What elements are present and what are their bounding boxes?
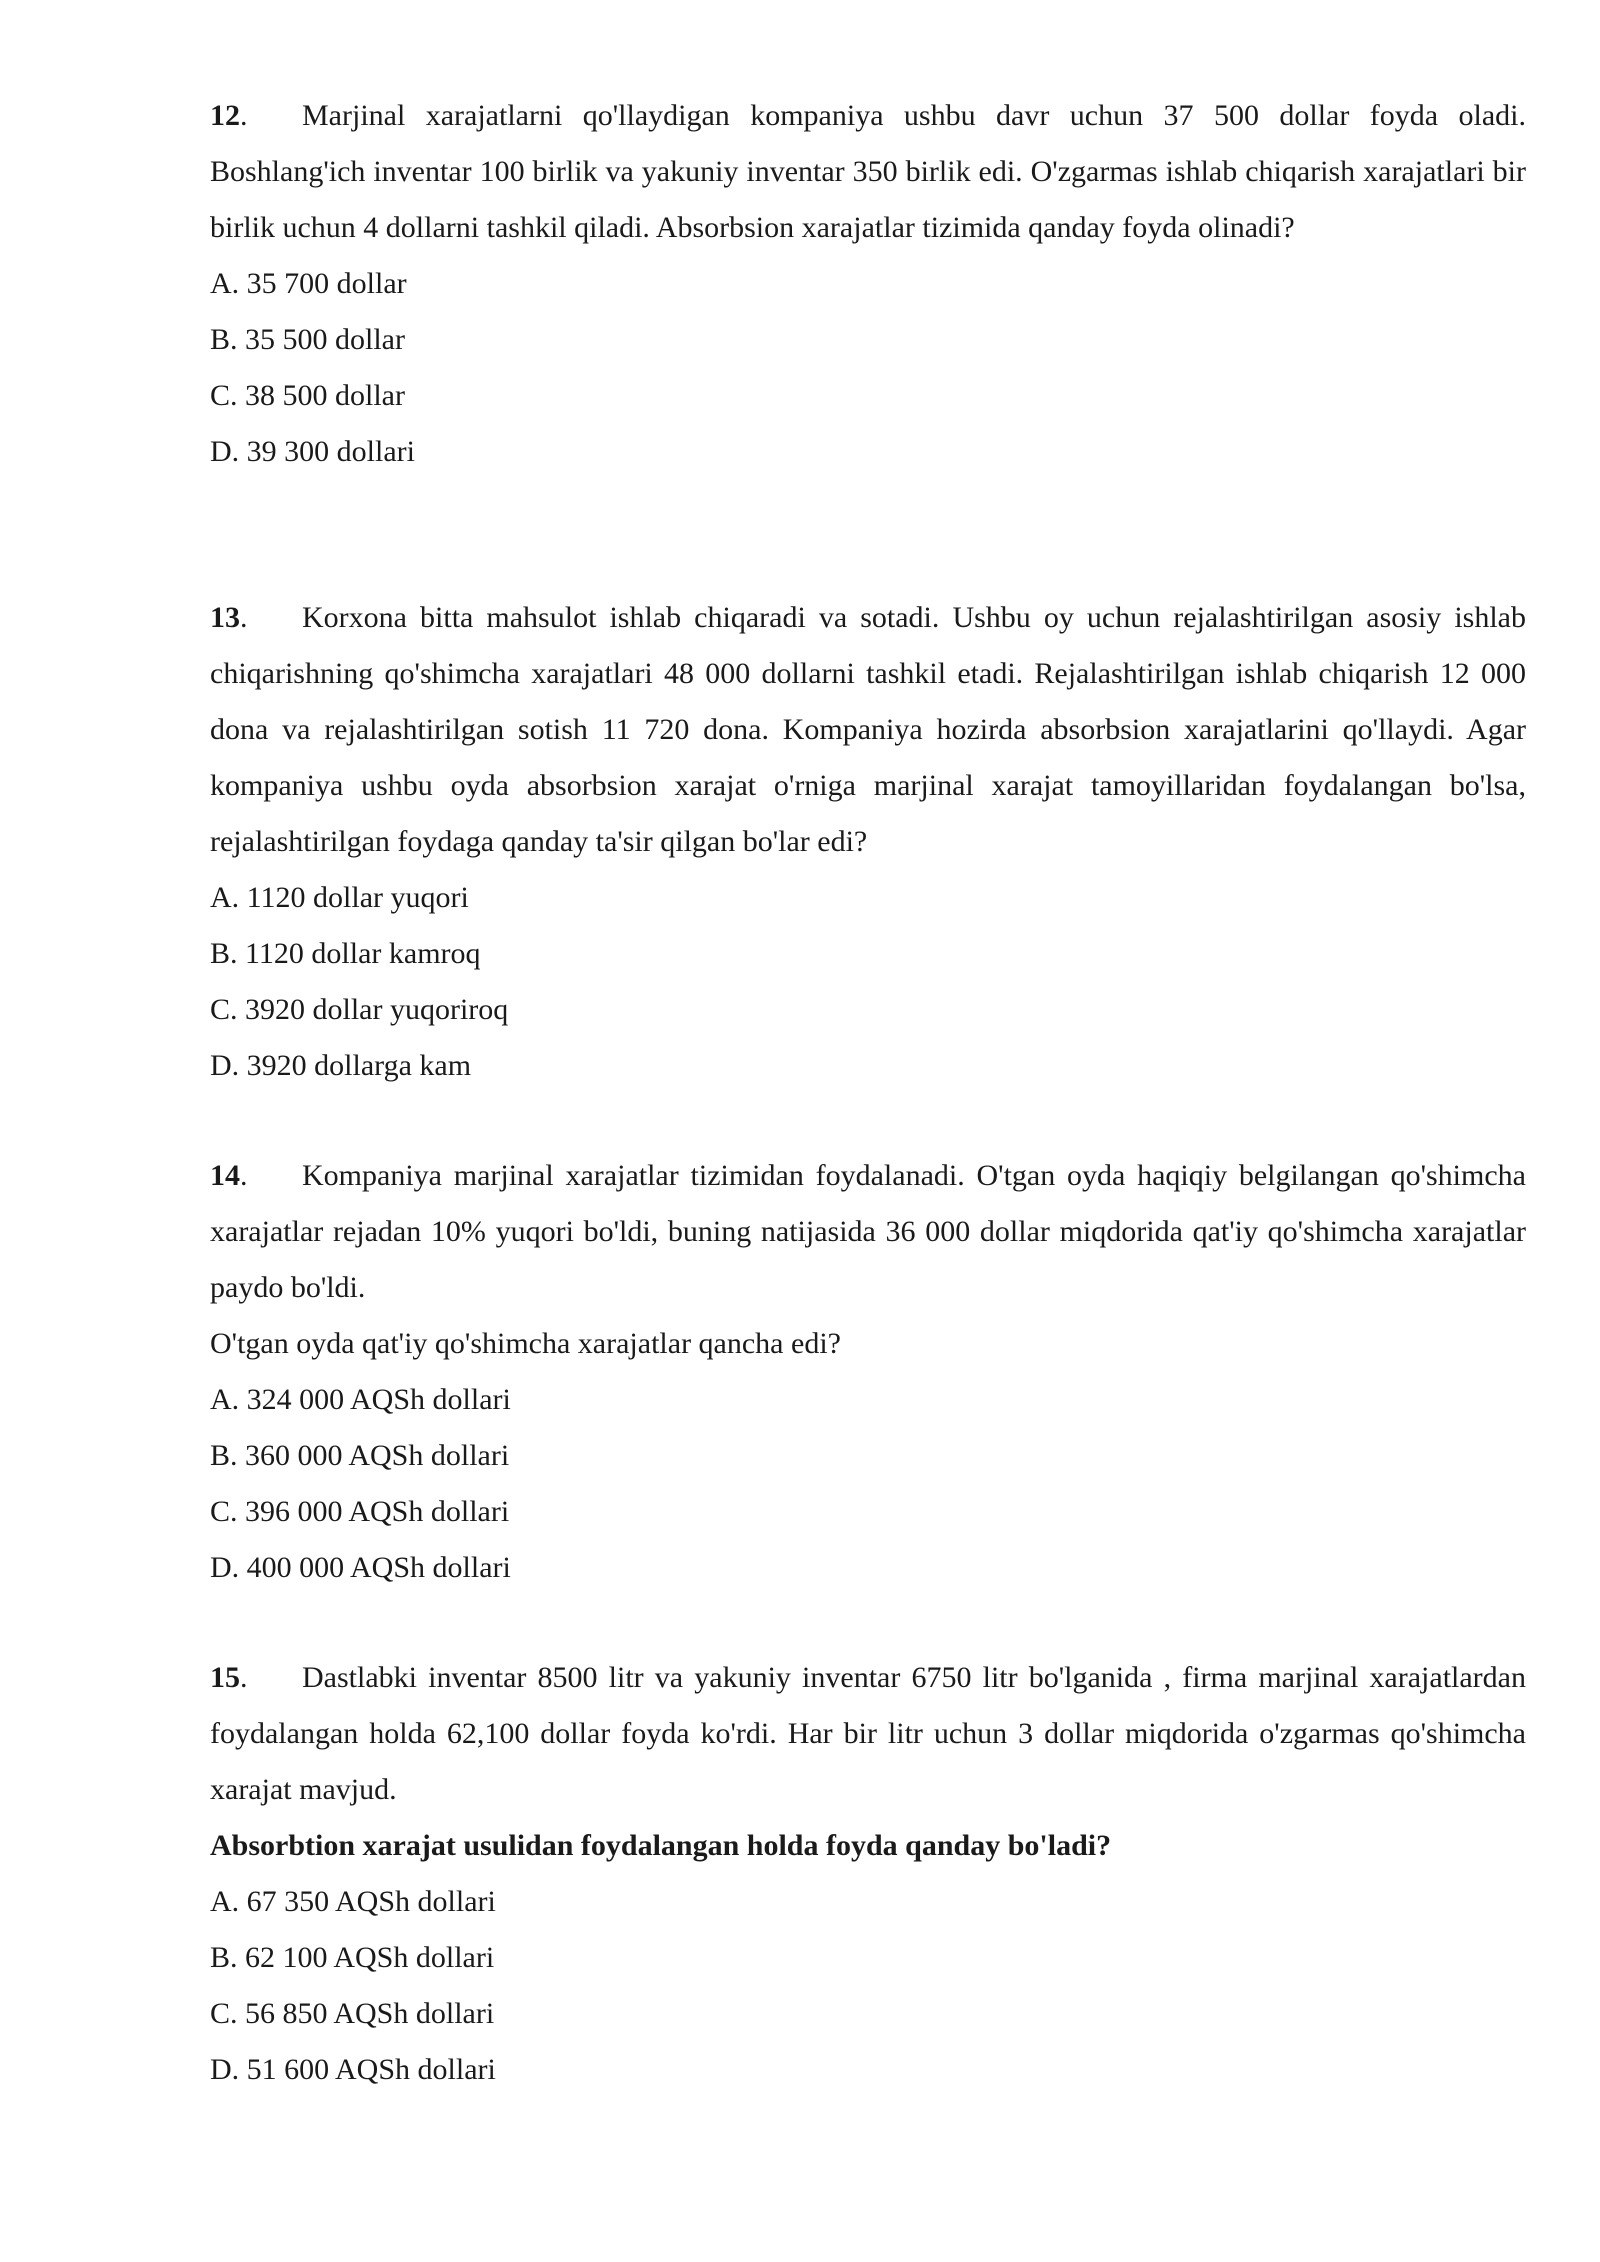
answer-option-a: A. 67 350 AQSh dollari (210, 1885, 496, 1918)
question-text: Marjinal xarajatlarni qo'llaydigan kompaniya ushbu davr uchun 37 500 dollar foyda oladi. Boshlang'ich inventar 100 birlik va yakuniy inventar 350 birlik edi. O'zgarmas ishlab chiqarish xarajatlari bir birlik uchun 4 dollarni tashkil qiladi. Absorbsion xarajatlar tizimida qanday foyda olinadi? (210, 99, 1526, 244)
answer-option-a: A. 1120 dollar yuqori (210, 881, 469, 914)
question-stem (210, 88, 1526, 256)
question-15 (210, 1650, 1526, 2098)
answer-option-d: D. 51 600 AQSh dollari (210, 2053, 496, 2086)
answer-option-a: A. 324 000 AQSh dollari (210, 1383, 511, 1416)
answer-options (210, 1372, 1526, 1596)
question-number: 14 (210, 1159, 240, 1192)
answer-option-b: B. 62 100 AQSh dollari (210, 1941, 495, 1974)
question-prompt: O'tgan oyda qat'iy qo'shimcha xarajatlar qancha edi? (210, 1327, 841, 1360)
answer-options (210, 256, 1526, 480)
answer-options (210, 1874, 1526, 2098)
question-prompt: Absorbtion xarajat usulidan foydalangan holda foyda qanday bo'ladi? (210, 1829, 1112, 1862)
answer-option-c: C. 396 000 AQSh dollari (210, 1495, 510, 1528)
question-14 (210, 1148, 1526, 1596)
answer-option-b: B. 360 000 AQSh dollari (210, 1439, 510, 1472)
question-number-dot: . (240, 1661, 248, 1694)
question-stem (210, 1650, 1526, 1818)
question-number: 13 (210, 601, 240, 634)
question-stem (210, 590, 1526, 870)
answer-option-d: D. 3920 dollarga kam (210, 1049, 472, 1082)
answer-option-d: D. 39 300 dollari (210, 435, 415, 468)
question-13 (210, 590, 1526, 1094)
question-number-dot: . (240, 601, 248, 634)
question-text: Kompaniya marjinal xarajatlar tizimidan foydalanadi. O'tgan oyda haqiqiy belgilangan qo'shimcha xarajatlar rejadan 10% yuqori bo'ldi, buning natijasida 36 000 dollar miqdorida qat'iy qo'shimcha xarajatlar paydo bo'ldi. (210, 1159, 1526, 1304)
answer-option-d: D. 400 000 AQSh dollari (210, 1551, 511, 1584)
question-number: 12 (210, 99, 240, 132)
question-12 (210, 88, 1526, 480)
answer-option-c: C. 38 500 dollar (210, 379, 405, 412)
answer-option-a: A. 35 700 dollar (210, 267, 407, 300)
answer-option-b: B. 35 500 dollar (210, 323, 405, 356)
answer-option-c: C. 3920 dollar yuqoriroq (210, 993, 509, 1026)
question-number-dot: . (240, 1159, 248, 1192)
answer-option-c: C. 56 850 AQSh dollari (210, 1997, 495, 2030)
question-text: Korxona bitta mahsulot ishlab chiqaradi va sotadi. Ushbu oy uchun rejalashtirilgan asosiy ishlab chiqarishning qo'shimcha xarajatlari 48 000 dollarni tashkil etadi. Rejalashtirilgan ishlab chiqarish 12 000 dona va rejalashtirilgan sotish 11 720 dona. Kompaniya hozirda absorbsion xarajatlarini qo'llaydi. Agar kompaniya ushbu oyda absorbsion xarajat o'rniga marjinal xarajat tamoyillaridan foydalangan bo'lsa, rejalashtirilgan foydaga qanday ta'sir qilgan bo'lar edi? (210, 601, 1526, 858)
question-number: 15 (210, 1661, 240, 1694)
question-number-dot: . (240, 99, 248, 132)
answer-options (210, 870, 1526, 1094)
answer-option-b: B. 1120 dollar kamroq (210, 937, 481, 970)
question-stem (210, 1148, 1526, 1316)
question-text: Dastlabki inventar 8500 litr va yakuniy inventar 6750 litr bo'lganida , firma marjinal xarajatlardan foydalangan holda 62,100 dollar foyda ko'rdi. Har bir litr uchun 3 dollar miqdorida o'zgarmas qo'shimcha xarajat mavjud. (210, 1661, 1526, 1806)
